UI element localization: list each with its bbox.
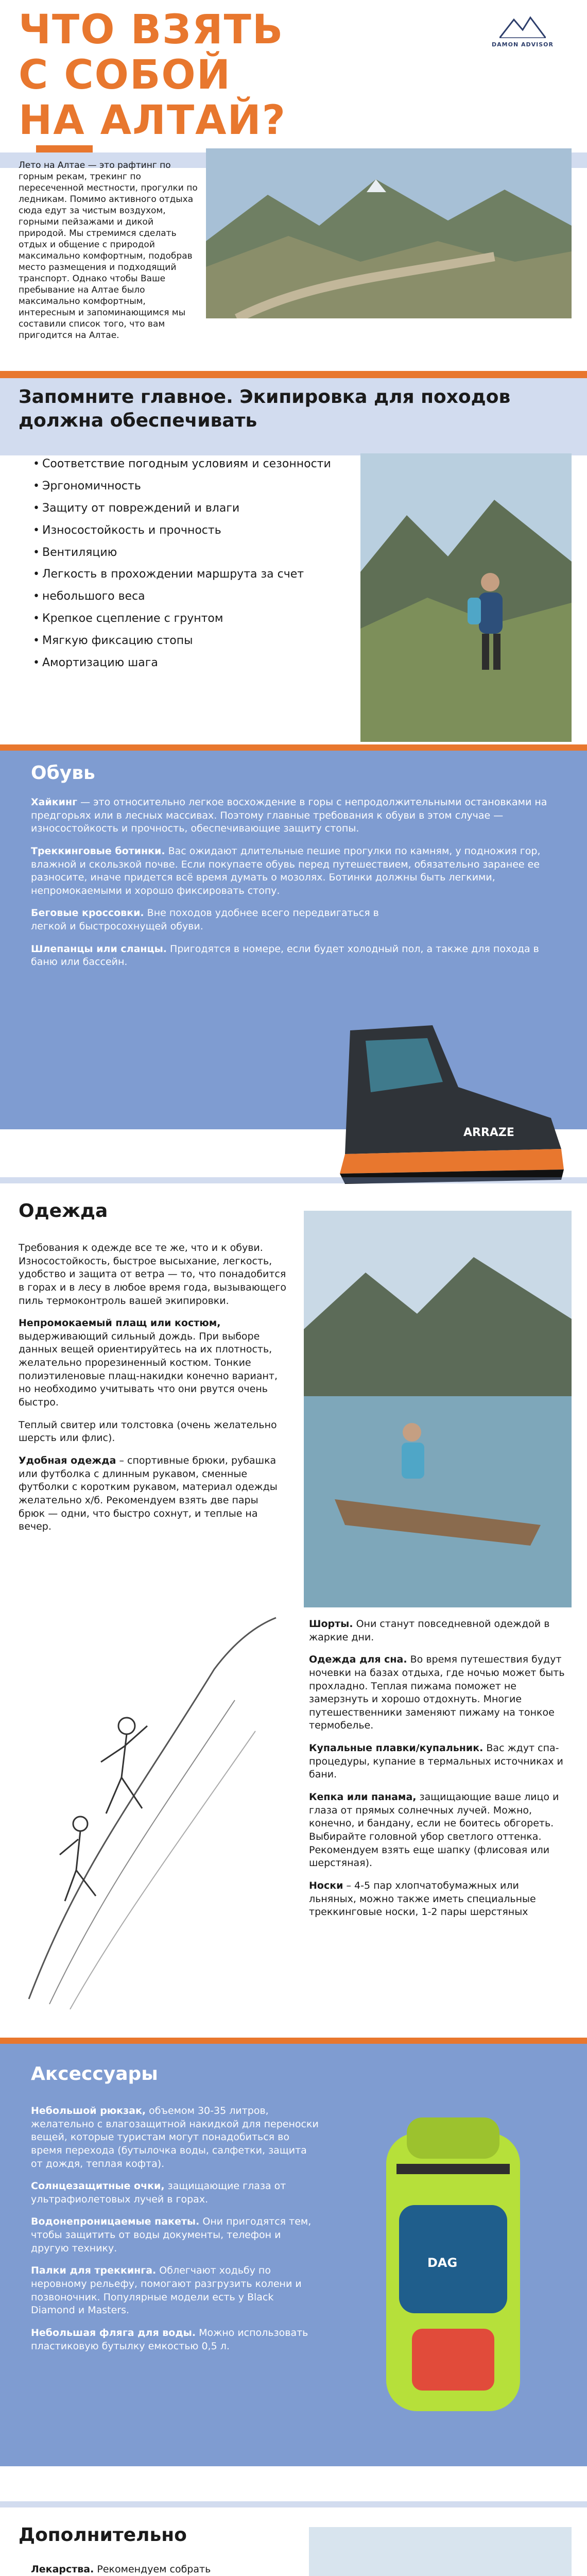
shoes-paragraph: Беговые кроссовки. Вне походов удобнее всего передвигаться в легкой и быстросохнущей обуви. [31, 907, 379, 933]
extra-text [31, 2563, 288, 2576]
clothes-left-text [19, 1242, 286, 1543]
list-item: • Крепкое сцепление с грунтом [31, 608, 350, 630]
list-item: • Износостойкость и прочность [31, 520, 350, 542]
clothes-paragraph: Непромокаемый плащ или костюм, выдерживающий сильный дождь. При выборе данных вещей ориентируйтесь на их плотность, желательно прорезиненный костюм. Тонкие полиэтиленовые плащ-накидки конечно вариант, но необходимо учитывать что они рвутся очень быстро. [19, 1317, 278, 1409]
intro-text: Лето на Алтае — это рафтинг по горным рекам, трекинг по пересеченной местности, прогулки по ледникам. Помимо активного отдыха сюда едут за чистым воздухом, горными пейзажами и дикой природой. Мы стремимся сделать отдых и общение с природой максимально комфортным, подобрав место размещения и подходящий транспорт. Однако чтобы Ваше пребывание на Алтае было максимально комфортным, интересным и запоминающимся мы составили список того, что вам пригодится на Алтае. [19, 160, 198, 341]
shoes-paragraph: Шлепанцы или сланцы. Пригодятся в номере, если будет холодный пол, а также для похода в баню или бассейн. [31, 943, 539, 968]
list-item: • Легкость в прохождении маршрута за счет [31, 564, 350, 586]
extra-paragraph: Лекарства. Рекомендуем собрать [31, 2564, 211, 2575]
equipment-heading: Запомните главное. Экипировка для походов должна обеспечивать [19, 386, 511, 431]
extra-heading: Дополнительно [19, 2524, 187, 2546]
list-item: • небольшого веса [31, 586, 350, 608]
clothes-paragraph: Кепка или панама, защищающие ваше лицо и глаза от прямых солнечных лучей. Можно, конечно, и бандану, если не боитесь обгореть. Выбирайте головной убор светлого оттенка. Рекомендуем взять еще шапку (флисовая или шерстяная). [309, 1791, 559, 1869]
clothes-blue-strip [0, 1177, 587, 1183]
accessories-paragraph: Небольшая фляга для воды. Можно использовать пластиковую бутылку емкостью 0,5 л. [31, 2327, 308, 2352]
clothes-paragraph: Шорты. Они станут повседневной одеждой в жаркие дни. [309, 1618, 550, 1643]
equipment-orange-bar [0, 371, 587, 378]
shoes-paragraph: Треккинговые ботинки. Вас ожидают длительные пешие прогулки по камням, у подножия гор, влажной и скользкой почве. Если покупаете обувь перед путешествием, обязательно заранее ее разносите, иначе придется всё время думать о мозолях. Ботинки должны быть легкими, непромокаемыми и хорошо фиксировать стопу. [31, 845, 541, 896]
accessories-paragraph: Водонепроницаемые пакеты. Они пригодятся тем, чтобы защитить от воды документы, телефон и другую технику. [31, 2216, 312, 2254]
extra-blue-strip [0, 2501, 587, 2507]
accessories-paragraph: Небольшой рюкзак, объемом 30-35 литров, желательно с влагозащитной накидкой для переноски вещей, которые туристам могут понадобиться во время перехода (бутылочка воды, салфетки, защита от дождя, теплая кофта). [31, 2105, 319, 2170]
logo-text: DAMON ADVISOR [492, 41, 554, 48]
hikers-photo [309, 2527, 572, 2576]
shoes-heading: Обувь [31, 762, 95, 784]
accessories-paragraph: Палки для треккинга. Облегчают ходьбу по неровному рельефу, помогают разгрузить колени и позвоночник. Популярные модели есть у Black Diamond и Masters. [31, 2265, 302, 2316]
list-item: • Соответствие погодным условиям и сезонности [31, 453, 350, 476]
list-item: • Защиту от повреждений и влаги [31, 498, 350, 520]
hiker-photo [360, 453, 572, 742]
clothes-heading: Одежда [19, 1200, 108, 1222]
backpack-icon [350, 2102, 556, 2432]
lake-photo [304, 1211, 572, 1607]
clothes-paragraph: Одежда для сна. Во время путешествия будут ночевки на базах отдыха, где ночью может быть прохладно. Теплая пижама поможет не замерзнуть и хорошо отдохнуть. Многие путешественники заменяют пижаму на тонкое термобелье. [309, 1654, 565, 1732]
page-title: ЧТО ВЗЯТЬ С СОБОЙ НА АЛТАЙ? [19, 7, 287, 144]
logo [484, 14, 561, 56]
equipment-list [31, 453, 350, 674]
clothes-paragraph: Требования к одежде все те же, что и к обуви. Износостойкость, быстрое высыхание, легкость, удобство и защита от ветра — то, что понадобится в горах и в лесу в любое время года, вызывающего пиль термоконтроль вашей экипировки. [19, 1242, 287, 1307]
clothes-paragraph: Носки – 4-5 пар хлопчатобумажных или льняных, можно также иметь специальные треккинговые носки, 1-2 пары шерстяных [309, 1879, 536, 1918]
mountain-road-photo [206, 148, 572, 318]
list-item: • Амортизацию шага [31, 652, 350, 674]
clothes-paragraph: Купальные плавки/купальник. Вас ждут спа-процедуры, купание в термальных источниках и бани. [309, 1742, 563, 1781]
clothes-paragraph: Удобная одежда – спортивные брюки, рубашка или футболка с длинным рукавом, сменные футболки с коротким рукавом, материал одежды желательно х/б. Рекомендуем взять две пары брюк — одни, что быстро сохнут, и теплые на вечер. [19, 1454, 278, 1533]
mountain-logo-icon [499, 14, 546, 38]
climber-sketch [19, 1607, 286, 2014]
boot-image [304, 1010, 572, 1185]
list-item: • Эргономичность [31, 476, 350, 498]
shoes-orange-bar [0, 744, 587, 751]
shoes-text [31, 796, 556, 978]
svg-text:DAG: DAG [427, 2256, 458, 2270]
shoes-paragraph: Хайкинг — это относительно легкое восхождение в горы с непродолжительными остановками на предгорьях или в лесных массивах. Поэтому главные требования к обуви в этом случае — износостойкость и прочность, обеспечивающие защиту стопы. [31, 796, 547, 835]
boot-icon [304, 1010, 572, 1185]
accessories-paragraph: Солнцезащитные очки, защищающие глаза от ультрафиолетовых лучей в горах. [31, 2180, 286, 2205]
accessories-text [31, 2105, 319, 2362]
accessories-orange-bar [0, 2038, 587, 2044]
backpack-image [350, 2102, 556, 2432]
list-item: • Мягкую фиксацию стопы [31, 630, 350, 652]
clothes-right-text [309, 1618, 566, 1928]
list-item: • Вентиляцию [31, 542, 350, 564]
clothes-paragraph: Теплый свитер или толстовка (очень желательно шерсть или флис). [19, 1419, 277, 1444]
header-orange-bar [36, 145, 93, 152]
svg-text:ARRAZE: ARRAZE [463, 1126, 514, 1139]
accessories-heading: Аксессуары [31, 2063, 158, 2084]
